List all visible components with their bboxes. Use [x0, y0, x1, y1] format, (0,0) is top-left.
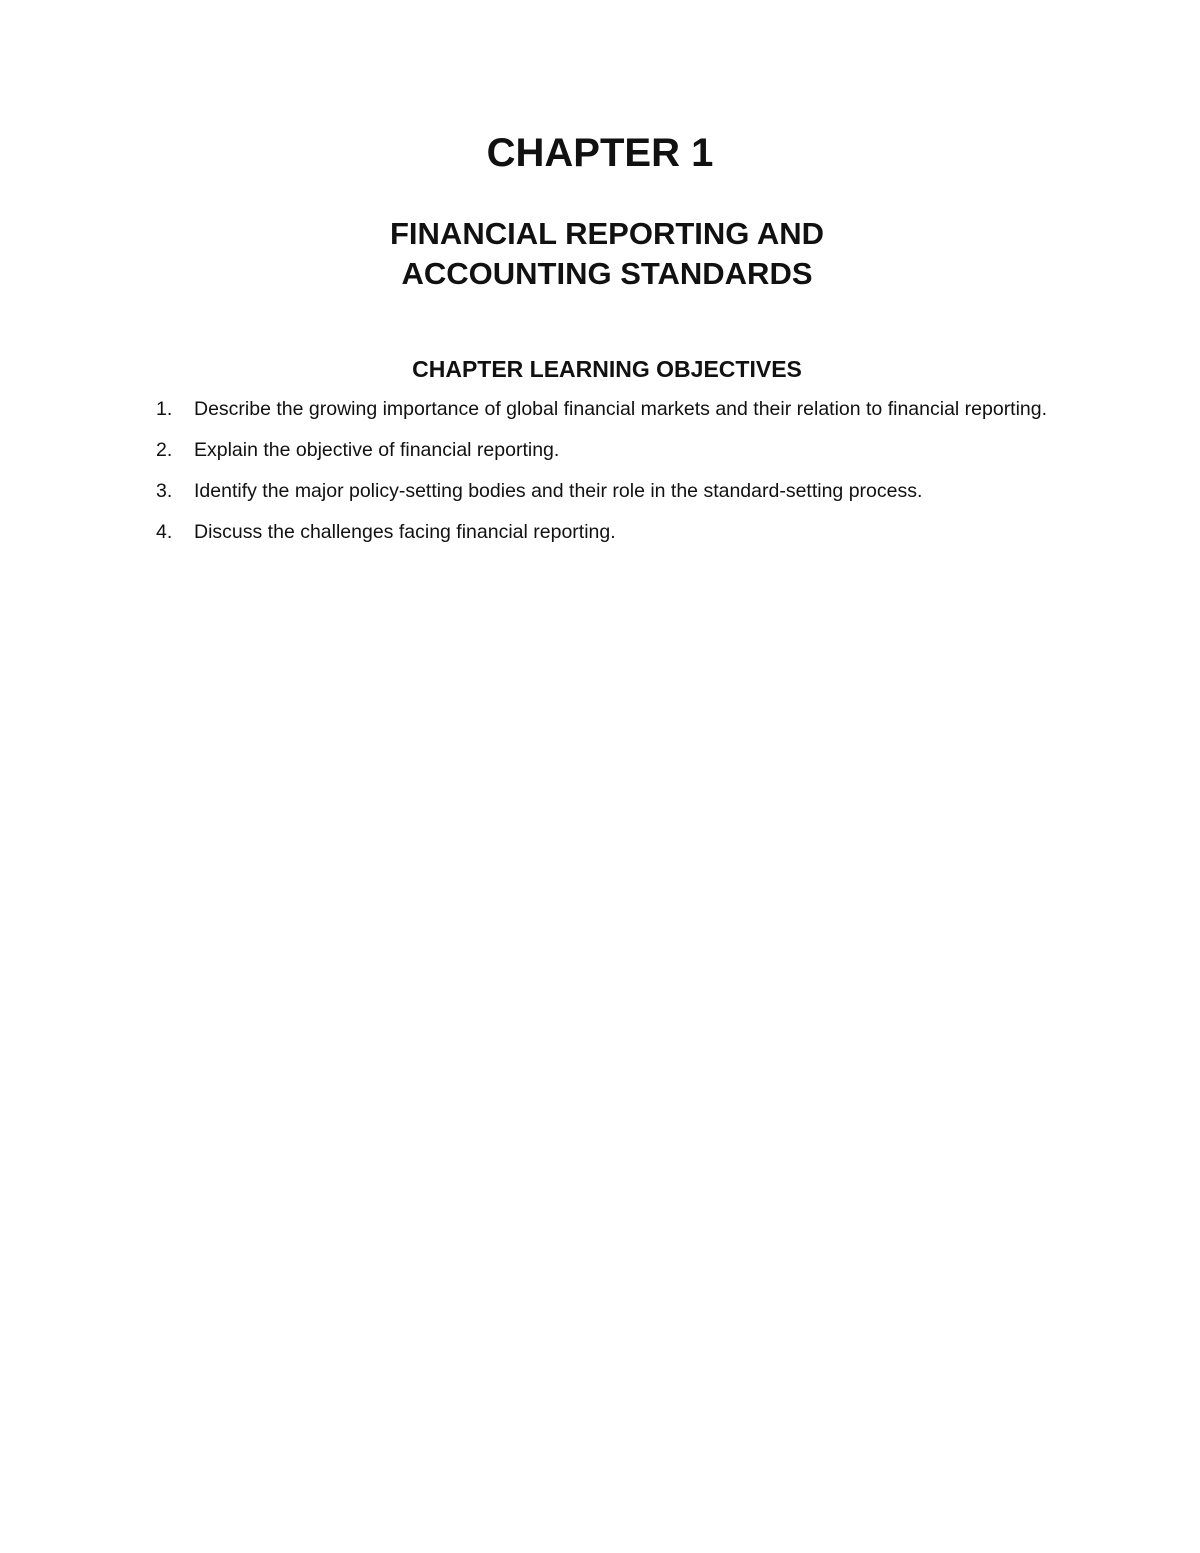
- objective-item: [150, 437, 1072, 463]
- objective-number: 2.: [156, 439, 173, 461]
- objective-number: 1.: [156, 398, 173, 420]
- objective-text: Describe the growing importance of global financial markets and their relation to financial reporting.: [194, 398, 1048, 420]
- objective-item: [150, 478, 1072, 504]
- chapter-title-line-2: ACCOUNTING STANDARDS: [401, 256, 813, 291]
- objectives-heading: CHAPTER LEARNING OBJECTIVES: [412, 356, 802, 382]
- objective-number: 4.: [156, 521, 173, 543]
- objectives-list: [150, 396, 1072, 560]
- objective-item: [150, 396, 1072, 422]
- objective-text: Discuss the challenges facing financial reporting.: [194, 521, 616, 543]
- objective-item: [150, 519, 1072, 545]
- objective-text: Explain the objective of financial reporting.: [194, 439, 560, 461]
- chapter-number: CHAPTER 1: [486, 131, 714, 175]
- objective-number: 3.: [156, 480, 173, 502]
- chapter-title: [0, 214, 1200, 294]
- chapter-title-line-1: FINANCIAL REPORTING AND: [390, 216, 824, 251]
- objective-text: Identify the major policy-setting bodies and their role in the standard-setting process.: [194, 480, 923, 502]
